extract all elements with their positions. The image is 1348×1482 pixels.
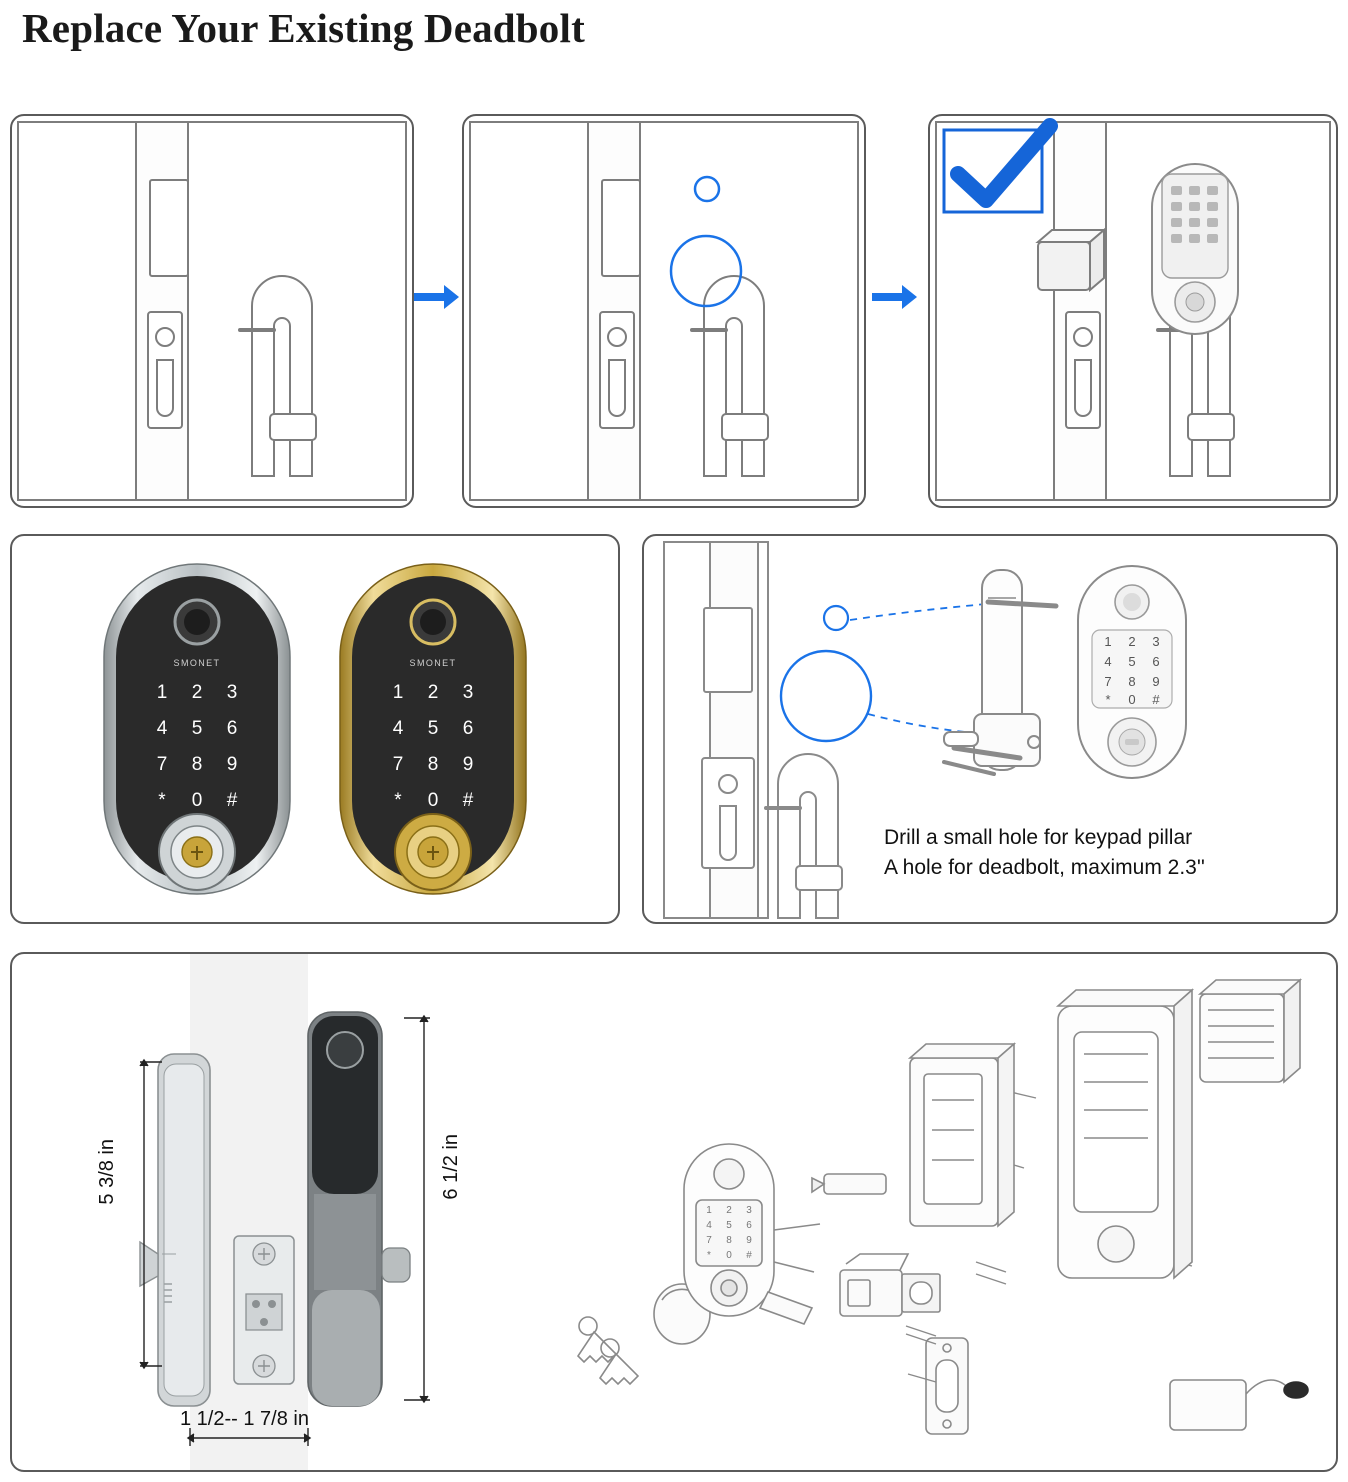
rfid-card-and-tag-part <box>1170 1380 1308 1430</box>
drill-instructions-panel <box>642 534 1338 924</box>
arrow-step-1-to-2 <box>414 284 460 310</box>
step-3-panel <box>928 114 1338 508</box>
lock-finishes-illustration <box>12 536 618 922</box>
svg-text:#: # <box>1152 692 1160 707</box>
svg-text:1: 1 <box>392 682 404 703</box>
door-illustration-step-3 <box>930 116 1336 506</box>
svg-text:4: 4 <box>392 718 404 739</box>
svg-text:9: 9 <box>226 754 238 775</box>
svg-text:#: # <box>462 790 474 811</box>
svg-text:*: * <box>707 1250 711 1261</box>
exploded-parts-illustration <box>572 962 1332 1468</box>
svg-text:6: 6 <box>746 1220 752 1231</box>
svg-text:*: * <box>394 790 402 811</box>
drill-note-line-1: Drill a small hole for keypad pillar <box>884 826 1193 849</box>
svg-text:5: 5 <box>427 718 439 739</box>
svg-text:6: 6 <box>462 718 474 739</box>
rear-housing <box>140 1054 210 1406</box>
svg-text:7: 7 <box>392 754 404 775</box>
svg-text:5: 5 <box>191 718 203 739</box>
dimension-label-right: 6 1/2 in <box>440 1134 462 1200</box>
door-illustration-step-2 <box>464 116 864 506</box>
svg-text:2: 2 <box>726 1205 732 1216</box>
svg-text:*: * <box>158 790 166 811</box>
keypad-front-assembly-part <box>684 1144 820 1324</box>
svg-text:1: 1 <box>156 682 168 703</box>
svg-text:8: 8 <box>1128 674 1136 689</box>
strike-plate-part <box>926 1338 968 1434</box>
keys-part <box>578 1317 638 1384</box>
svg-text:0: 0 <box>726 1250 732 1261</box>
svg-text:0: 0 <box>427 790 439 811</box>
dimensions-and-parts-panel <box>10 952 1338 1472</box>
svg-text:6: 6 <box>226 718 238 739</box>
dimension-label-left: 5 3/8 in <box>96 1139 118 1205</box>
svg-text:7: 7 <box>156 754 168 775</box>
svg-text:2: 2 <box>1128 634 1136 649</box>
svg-text:#: # <box>746 1250 752 1261</box>
svg-text:0: 0 <box>1128 692 1136 707</box>
mounting-plate <box>234 1236 294 1384</box>
svg-text:SMONET: SMONET <box>173 658 221 668</box>
drill-note-line-2: A hole for deadbolt, maximum 2.3'' <box>884 856 1205 879</box>
svg-text:2: 2 <box>427 682 439 703</box>
svg-text:9: 9 <box>1152 674 1160 689</box>
svg-text:SMONET: SMONET <box>409 658 457 668</box>
svg-text:8: 8 <box>427 754 439 775</box>
small-hole-marker <box>824 606 848 630</box>
lock-satin-nickel <box>104 564 290 894</box>
svg-text:4: 4 <box>156 718 168 739</box>
mounting-plate-part <box>910 1044 1014 1226</box>
lock-polished-brass <box>340 564 526 894</box>
svg-text:3: 3 <box>226 682 238 703</box>
keypad-module-illustration <box>1078 566 1186 778</box>
installed-smart-lock <box>1152 164 1238 334</box>
svg-text:3: 3 <box>1152 634 1160 649</box>
latch-deadbolt-part <box>840 1254 940 1316</box>
spindle-part <box>812 1174 886 1194</box>
battery-cover-part <box>1200 980 1300 1082</box>
svg-text:#: # <box>226 790 238 811</box>
svg-text:*: * <box>1105 692 1111 707</box>
svg-text:5: 5 <box>1128 654 1136 669</box>
rear-housing-part <box>1058 990 1192 1278</box>
front-keypad-body <box>308 1012 410 1406</box>
svg-text:6: 6 <box>1152 654 1160 669</box>
finishes-panel <box>10 534 620 924</box>
svg-text:1: 1 <box>1104 634 1112 649</box>
svg-text:8: 8 <box>191 754 203 775</box>
step-1-panel <box>10 114 414 508</box>
large-hole-marker <box>781 651 871 741</box>
svg-text:7: 7 <box>706 1235 712 1246</box>
svg-text:0: 0 <box>191 790 203 811</box>
svg-text:1: 1 <box>706 1205 712 1216</box>
svg-text:5: 5 <box>726 1220 732 1231</box>
arrow-step-2-to-3 <box>872 284 918 310</box>
svg-text:2: 2 <box>191 682 203 703</box>
svg-text:8: 8 <box>726 1235 732 1246</box>
svg-text:4: 4 <box>706 1220 712 1231</box>
svg-text:4: 4 <box>1104 654 1112 669</box>
svg-text:7: 7 <box>1104 674 1112 689</box>
dimension-label-bottom: 1 1/2-- 1 7/8 in <box>180 1408 309 1430</box>
svg-text:3: 3 <box>746 1205 752 1216</box>
step-2-panel <box>462 114 866 508</box>
page-title: Replace Your Existing Deadbolt <box>22 5 585 51</box>
door-illustration-step-1 <box>12 116 412 506</box>
side-view-dimensions-illustration <box>12 954 572 1470</box>
svg-text:9: 9 <box>746 1235 752 1246</box>
svg-text:9: 9 <box>462 754 474 775</box>
svg-text:3: 3 <box>462 682 474 703</box>
